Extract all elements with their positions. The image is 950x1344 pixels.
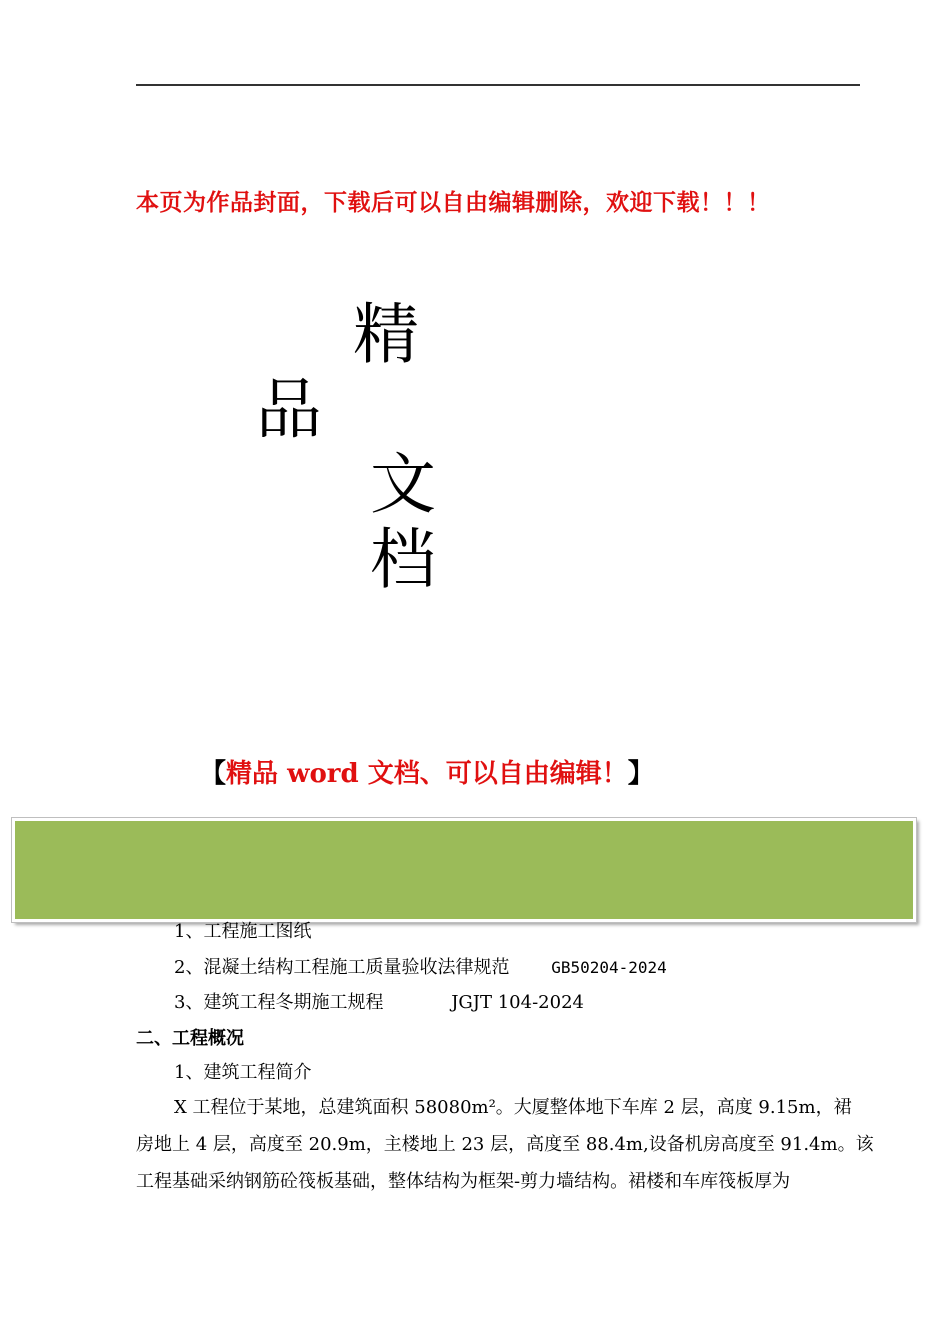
ref-item-label: 1、工程施工图纸 xyxy=(174,921,312,942)
ref-item-label: 3、建筑工程冬期施工规程 xyxy=(174,992,384,1013)
cover-char-2: 品 xyxy=(256,371,322,448)
ref-item-2 xyxy=(174,953,667,979)
cover-char-1: 精 xyxy=(353,296,419,373)
subsection-heading: 1、建筑工程简介 xyxy=(174,1062,312,1083)
header-rule xyxy=(136,84,860,86)
ref-item-label: 2、混凝土结构工程施工质量验收法律规范 xyxy=(174,957,510,978)
paragraph-line-1: X 工程位于某地，总建筑面积 58080m²。大厦整体地下车库 2 层，高度 9.15m，裙 xyxy=(174,1097,852,1118)
green-banner xyxy=(12,818,916,922)
ref-item-3 xyxy=(174,988,584,1014)
tagline-open-bracket: 【 xyxy=(200,759,227,789)
cover-notice: 本页为作品封面，下载后可以自由编辑删除，欢迎下载！！！ xyxy=(136,190,771,216)
ref-item-code: GB50204-2024 xyxy=(551,958,667,977)
cover-char-3: 文 xyxy=(370,446,436,523)
paragraph-line-2: 房地上 4 层，高度至 20.9m，主楼地上 23 层，高度至 88.4m,设备机房高度至 91.4m。该 xyxy=(136,1134,874,1155)
paragraph-line-3: 工程基础采纳钢筋砼筏板基础，整体结构为框架-剪力墙结构。裙楼和车库筏板厚为 xyxy=(136,1171,791,1192)
tagline-close-bracket: 】 xyxy=(627,759,654,789)
section-heading: 二、工程概况 xyxy=(136,1028,244,1049)
tagline-text: 精品 word 文档、可以自由编辑！ xyxy=(226,759,628,789)
ref-item-1 xyxy=(174,917,311,943)
cover-char-4: 档 xyxy=(370,521,436,598)
ref-item-code: JGJT 104-2024 xyxy=(451,992,584,1013)
tagline xyxy=(200,753,654,790)
